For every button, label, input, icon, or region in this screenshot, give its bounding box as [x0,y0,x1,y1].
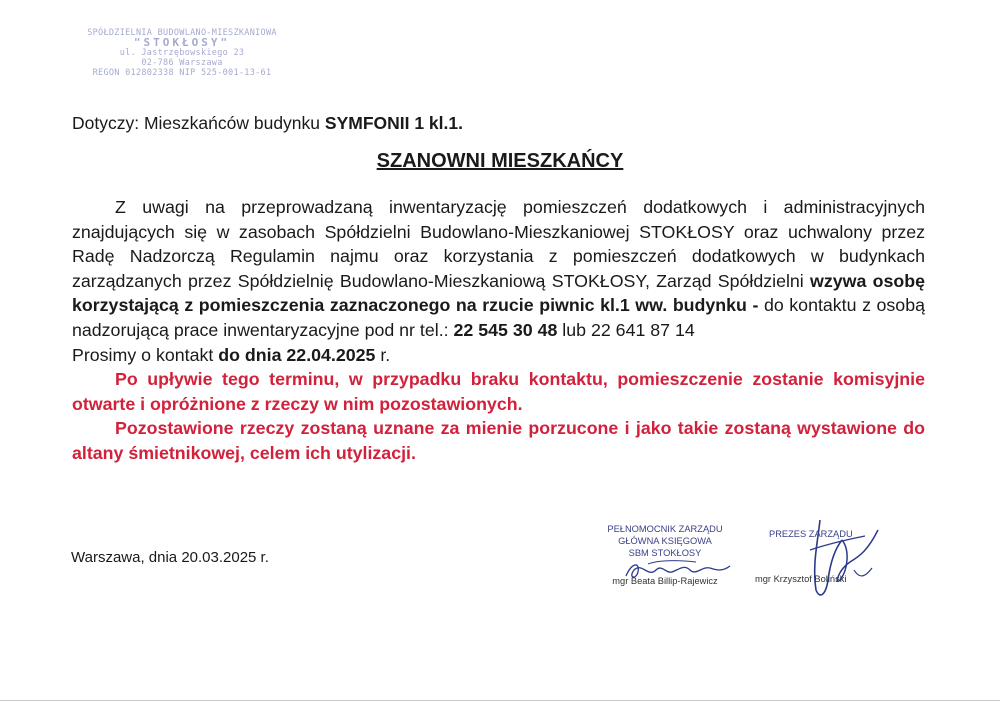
deadline-date: do dnia 22.04.2025 [218,344,376,365]
phone-primary: 22 545 30 48 [453,319,558,340]
regarding-prefix: Dotyczy: Mieszkańców budynku [72,113,325,133]
contact-text: do kontaktu z osobą nadzorującą prace inwentaryzacyjne pod nr tel.: [72,295,925,340]
stamp-company-name: "STOKŁOSY" [133,36,231,49]
company-stamp [82,28,282,78]
handwritten-signature-left [618,556,738,586]
stamp-line: SPÓŁDZIELNIA BUDOWLANO-MIESZKANIOWA [87,28,277,38]
letter-body [72,195,925,466]
signature-left-role: GŁÓWNA KSIĘGOWA [618,536,712,546]
stamp-line: 02-786 Warszawa [141,58,223,68]
place-date: Warszawa, dnia 20.03.2025 r. [71,549,269,566]
signature-left-org: SBM STOKŁOSY [628,548,702,558]
warning-paragraph-1: Po upływie tego terminu, w przypadku braku kontaktu, pomieszczenie zostanie komisyjnie otwarte i opróżnione z rzeczy w nim pozostawionych. [72,369,925,414]
paragraph-deadline [72,343,925,368]
phone-alternative: lub 22 641 87 14 [557,319,695,340]
paragraph-main [72,195,925,343]
regarding-building: SYMFONII 1 kl.1. [324,113,463,133]
handwritten-signature-right [790,510,890,610]
signature-right-title: PREZES ZARZĄDU [769,529,853,539]
page-divider [0,700,1000,701]
signature-left-role: PEŁNOMOCNIK ZARZĄDU [607,524,723,534]
page-title: SZANOWNI MIESZKAŃCY [376,150,624,172]
signature-left-name: mgr Beata Billip-Rajewicz [612,576,718,586]
regarding-line [72,113,463,134]
signature-right-name: mgr Krzysztof Boliński [755,574,847,584]
stamp-line: ul. Jastrzębowskiego 23 [119,48,245,58]
paragraph-call-bold: wzywa osobę korzystającą z pomieszczenia zaznaczonego na rzucie piwnic kl.1 ww. budynku - [72,270,925,316]
stamp-line: REGON 012802338 NIP 525-001-13-61 [92,68,272,78]
deadline-suffix: r. [375,344,391,365]
please-text: Prosimy o kontakt [72,344,219,365]
warning-paragraph-2: Pozostawione rzeczy zostaną uznane za mienie porzucone i jako takie zostaną wystawione do altany śmietnikowej, celem ich utylizacji. [72,418,925,463]
paragraph-text: Z uwagi na przeprowadzaną inwentaryzację pomieszczeń dodatkowych i administracyjnych znajdujących się w zasobach Spółdzielni Budowlano-Mieszkaniowej STOKŁOSY oraz uchwalony przez Radę Nadzorczą Regulamin najmu oraz korzystania z pomieszczeń dodatkowych w budynkach zarządzanych przez Spółdzielnię Budowlano-Mieszkaniową STOKŁOSY, Zarząd Spółdzielni [72,197,925,291]
